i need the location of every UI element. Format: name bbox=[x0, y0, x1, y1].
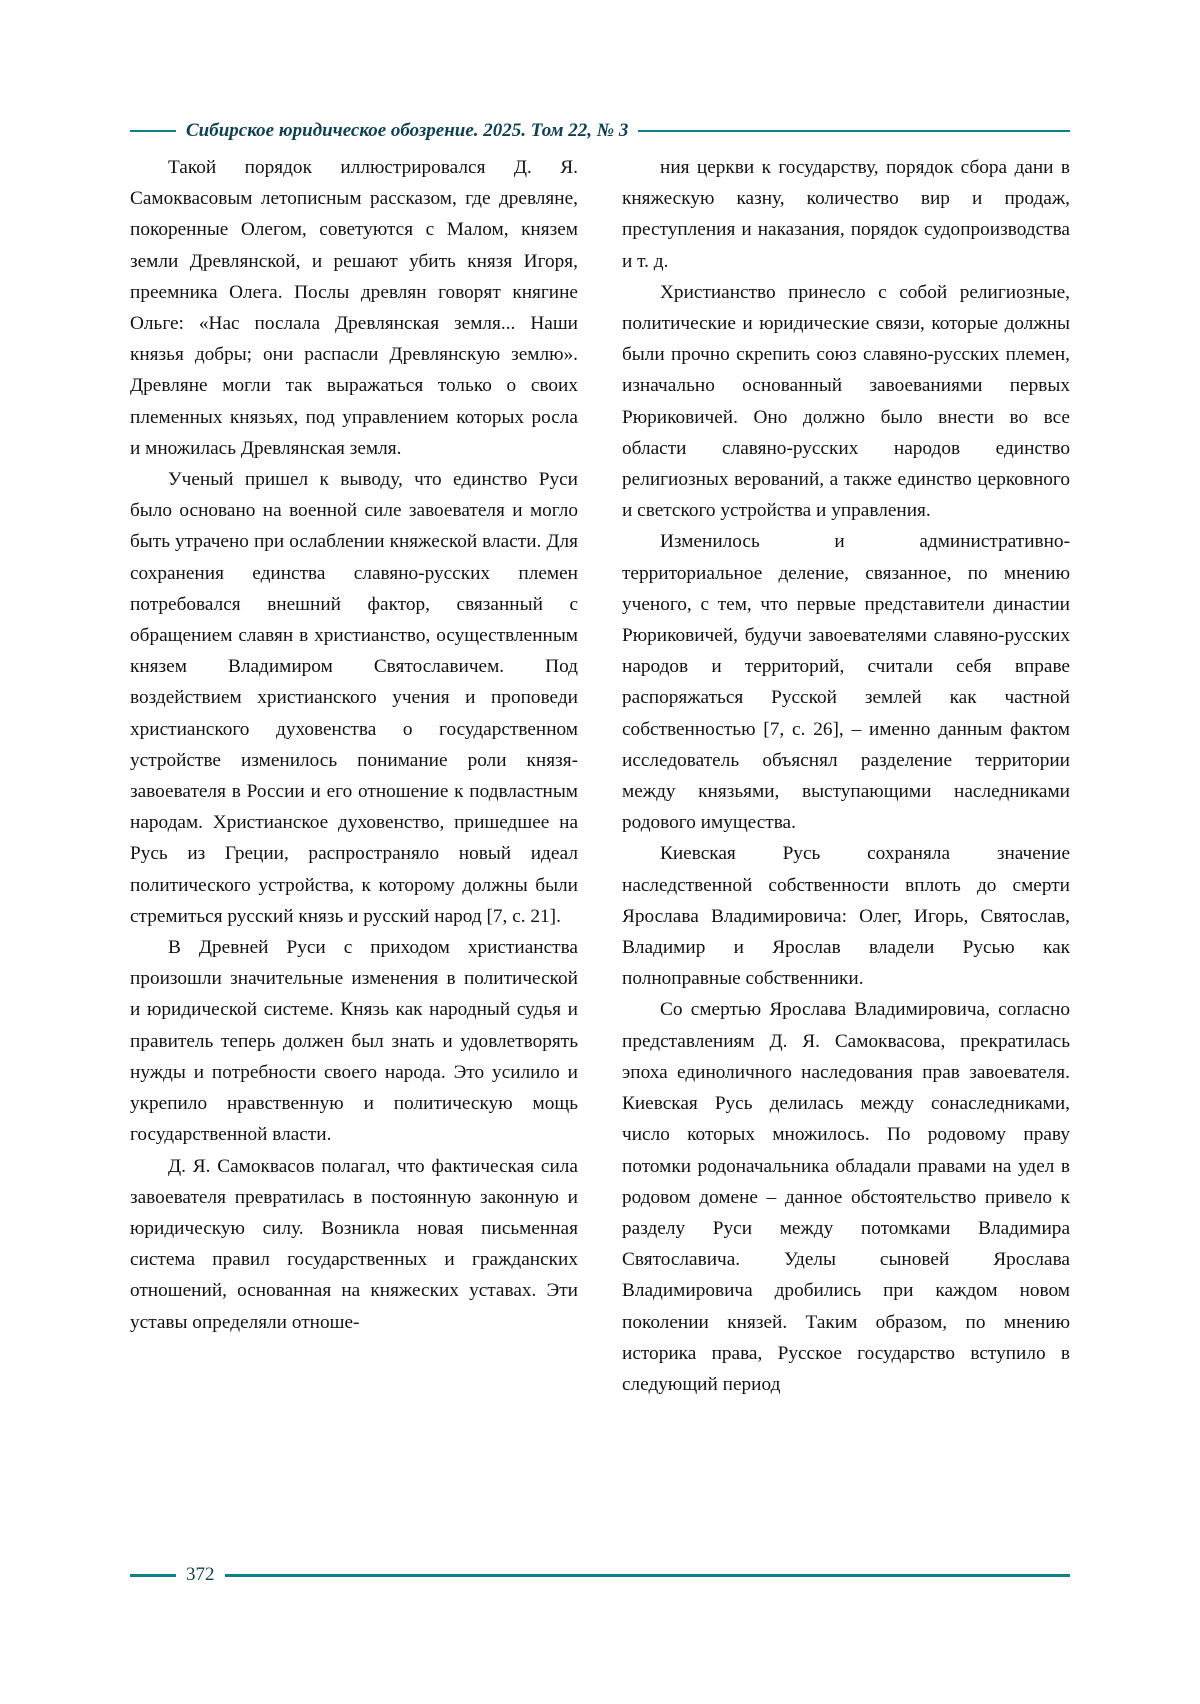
paragraph: В Древней Руси с приходом христианства произошли значительные изменения в политической и юридической системе. Князь как народный судья и правитель теперь должен был знать и удовлетворять нужды и потребности своего народа. Это усилило и укрепило нравственную и политическую мощь государственной власти. bbox=[130, 937, 578, 1146]
footer-rule-left bbox=[130, 1574, 176, 1577]
left-column bbox=[130, 152, 578, 1400]
footer-rule-right bbox=[225, 1574, 1071, 1577]
running-head-rule-left bbox=[130, 130, 176, 132]
paragraph: Такой порядок иллюстрировался Д. Я. Самоквасовым летописным рассказом, где древляне, покоренные Олегом, советуются с Малом, князем земли Древлянской, и решают убить князя Игоря, преемника Олега. Послы древлян говорят княгине Ольге: «Нас послала Древлянская земля... Наши князья добры; они распасли Древлянскую землю». Древляне могли так выражаться только о своих племенных князьях, под управлением которых росла и множилась Древлянская земля. bbox=[130, 157, 578, 459]
paragraph: Д. Я. Самоквасов полагал, что фактическая сила завоевателя превратилась в постоянную законную и юридическую силу. Возникла новая письменная система правил государственных и гражданских отношений, основанная на княжеских уставах. Эти уставы определяли отноше- bbox=[130, 1155, 578, 1333]
paragraph: Христианство принесло с собой религиозные, политические и юридические связи, которые должны были прочно скрепить союз славяно-русских племен, изначально основанный завоеваниями первых Рюриковичей. Оно должно было внести во все области славяно-русских народов единство религиозных верований, а также единство церковного и светского устройства и управления. bbox=[622, 281, 1070, 522]
page-number: 372 bbox=[186, 1564, 215, 1585]
body-columns bbox=[130, 152, 1070, 1400]
paragraph: Киевская Русь сохраняла значение наследственной собственности вплоть до смерти Ярослава Владимировича: Олег, Игорь, Святослав, Владимир и Ярослав владели Русью как полноправные собственники. bbox=[622, 843, 1070, 990]
running-head bbox=[130, 120, 1070, 142]
right-column bbox=[622, 152, 1070, 1400]
running-head-rule-right bbox=[638, 130, 1070, 132]
paragraph: Изменилось и административно-территориальное деление, связанное, по мнению ученого, с тем, что первые представители династии Рюриковичей, будучи завоевателями славяно-русских народов и территорий, считали себя вправе распоряжаться Русской землей как частной собственностью [7, с. 26], – именно данным фактом исследователь объяснял разделение территории между князьями, выступающими наследниками родового имущества. bbox=[622, 531, 1070, 834]
paragraph: ния церкви к государству, порядок сбора дани в княжескую казну, количество вир и продаж, преступления и наказания, порядок судопроизводства и т. д. bbox=[622, 157, 1070, 272]
page-footer bbox=[130, 1564, 1070, 1586]
running-head-title: Сибирское юридическое обозрение. 2025. Том 22, № 3 bbox=[186, 120, 629, 141]
paragraph: Со смертью Ярослава Владимировича, согласно представлениям Д. Я. Самоквасова, прекратилась эпоха единоличного наследования прав завоевателя. Киевская Русь делилась между сонаследниками, число которых множилось. По родовому праву потомки родоначальника обладали правами на удел в родовом домене – данное обстоятельство привело к разделу Руси между потомками Владимира Святославича. Уделы сыновей Ярослава Владимировича дробились при каждом новом поколении князей. Таким образом, по мнению историка права, Русское государство вступило в следующий период bbox=[622, 999, 1070, 1395]
paragraph: Ученый пришел к выводу, что единство Руси было основано на военной силе завоевателя и могло быть утрачено при ослаблении княжеской власти. Для сохранения единства славяно-русских племен потребовался внешний фактор, связанный с обращением славян в христианство, осуществленным князем Владимиром Святославичем. Под воздействием христианского учения и проповеди христианского духовенства о государственном устройстве изменилось понимание роли князя-завоевателя в России и его отношение к подвластным народам. Христианское духовенство, пришедшее на Русь из Греции, распространяло новый идеал политического устройства, к которому должны были стремиться русский князь и русский народ [7, с. 21]. bbox=[130, 469, 578, 927]
